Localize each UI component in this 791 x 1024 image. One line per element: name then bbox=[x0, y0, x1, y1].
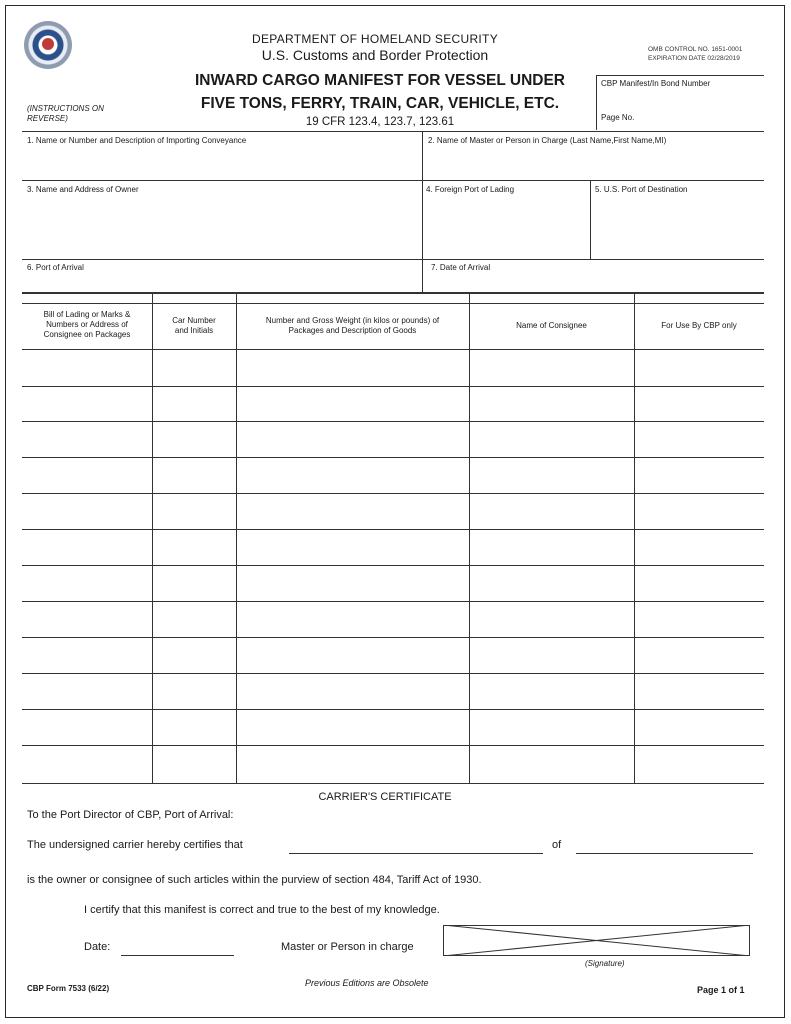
cfr-reference: 19 CFR 123.4, 123.7, 123.61 bbox=[305, 116, 455, 128]
instructions-line2: REVERSE) bbox=[27, 114, 68, 123]
table-row[interactable] bbox=[23, 710, 763, 744]
expiration-date: EXPIRATION DATE 02/28/2019 bbox=[648, 55, 740, 62]
column-header-text: Consignee on Packages bbox=[43, 330, 131, 339]
table-row[interactable] bbox=[23, 494, 763, 528]
certificate-undersigned: The undersigned carrier hereby certifies that bbox=[27, 839, 243, 851]
column-header-text: Numbers or Address of bbox=[46, 320, 128, 329]
divider bbox=[22, 259, 764, 260]
table-row[interactable] bbox=[23, 674, 763, 708]
master-label: Master or Person in charge bbox=[281, 941, 414, 953]
dhs-seal-icon bbox=[24, 21, 72, 69]
table-row[interactable] bbox=[23, 530, 763, 564]
table-row[interactable] bbox=[23, 422, 763, 456]
table-row[interactable] bbox=[23, 387, 763, 420]
omb-control: OMB CONTROL NO. 1651-0001 bbox=[648, 46, 743, 53]
column-header-text: Packages and Description of Goods bbox=[288, 326, 417, 335]
date-label: Date: bbox=[84, 941, 111, 953]
column-header-bill-of-lading bbox=[24, 310, 150, 340]
signature-cross-icon bbox=[443, 925, 750, 956]
omb-info bbox=[648, 45, 742, 63]
column-header-cbp-use: For Use By CBP only bbox=[661, 321, 737, 330]
obsolete-note: Previous Editions are Obsolete bbox=[305, 978, 429, 988]
divider bbox=[22, 131, 764, 132]
table-row[interactable] bbox=[23, 458, 763, 492]
table-row-line bbox=[22, 783, 764, 784]
column-header-text: Car Number bbox=[172, 316, 216, 325]
conveyance-field[interactable] bbox=[26, 148, 418, 178]
manifest-number-label: CBP Manifest/In Bond Number bbox=[601, 79, 711, 88]
instructions-line1: (INSTRUCTIONS ON bbox=[27, 104, 104, 113]
field2-label: 2. Name of Master or Person in Charge (Last Name,First Name,MI) bbox=[428, 136, 667, 145]
certificate-owner-line: is the owner or consignee of such articles within the purview of section 484, Tariff Act of 1930. bbox=[27, 874, 482, 886]
column-header-text: and Initials bbox=[174, 326, 214, 335]
field4-label: 4. Foreign Port of Lading bbox=[426, 185, 515, 194]
table-divider bbox=[22, 303, 764, 304]
date-of-arrival-field[interactable] bbox=[430, 275, 760, 291]
certificate-of: of bbox=[552, 839, 562, 851]
table-row[interactable] bbox=[23, 638, 763, 672]
us-port-field[interactable] bbox=[594, 197, 761, 257]
column-header-consignee: Name of Consignee bbox=[516, 321, 587, 330]
form-title-line2: FIVE TONS, FERRY, TRAIN, CAR, VEHICLE, ETC. bbox=[200, 95, 560, 112]
owner-field[interactable] bbox=[26, 197, 418, 257]
field3-label: 3. Name and Address of Owner bbox=[27, 185, 139, 194]
table-row[interactable] bbox=[23, 746, 763, 782]
form-number: CBP Form 7533 (6/22) bbox=[27, 984, 110, 993]
divider bbox=[22, 180, 764, 181]
field6-label: 6. Port of Arrival bbox=[27, 263, 84, 272]
field7-label: 7. Date of Arrival bbox=[431, 263, 491, 272]
column-header-text: Number and Gross Weight (in kilos or pounds) of bbox=[265, 316, 440, 325]
foreign-port-field[interactable] bbox=[426, 197, 586, 257]
table-row[interactable] bbox=[23, 351, 763, 385]
form-title-line1: INWARD CARGO MANIFEST FOR VESSEL UNDER bbox=[194, 72, 565, 89]
column-header-car-number bbox=[154, 316, 234, 336]
master-name-field[interactable] bbox=[426, 148, 761, 178]
table-header-bottom bbox=[22, 349, 764, 350]
table-row[interactable] bbox=[23, 566, 763, 600]
certificate-certify-line: I certify that this manifest is correct and true to the best of my knowledge. bbox=[84, 904, 440, 916]
certificate-title: CARRIER'S CERTIFICATE bbox=[318, 791, 452, 803]
date-line[interactable] bbox=[121, 955, 234, 956]
divider bbox=[590, 180, 591, 259]
column-header-text: Bill of Lading or Marks & bbox=[43, 310, 131, 319]
signature-box[interactable] bbox=[443, 925, 750, 956]
page-count: Page 1 of 1 bbox=[697, 985, 745, 995]
table-top bbox=[22, 292, 764, 294]
certificate-to-line: To the Port Director of CBP, Port of Arrival: bbox=[27, 809, 234, 821]
instructions-note bbox=[27, 104, 104, 124]
carrier-location-line[interactable] bbox=[576, 853, 753, 854]
manifest-number-field[interactable] bbox=[600, 90, 760, 108]
field1-label: 1. Name or Number and Description of Importing Conveyance bbox=[27, 136, 247, 145]
divider bbox=[422, 131, 423, 293]
page-no-field[interactable] bbox=[640, 110, 760, 126]
table-row[interactable] bbox=[23, 602, 763, 636]
signature-label: (Signature) bbox=[585, 959, 625, 968]
page-no-label: Page No. bbox=[601, 113, 635, 122]
carrier-name-line[interactable] bbox=[289, 853, 543, 854]
port-of-arrival-field[interactable] bbox=[26, 275, 418, 291]
department-name: DEPARTMENT OF HOMELAND SECURITY bbox=[252, 32, 498, 46]
column-header-packages bbox=[237, 316, 468, 336]
agency-name: U.S. Customs and Border Protection bbox=[261, 47, 489, 63]
field5-label: 5. U.S. Port of Destination bbox=[595, 185, 688, 194]
